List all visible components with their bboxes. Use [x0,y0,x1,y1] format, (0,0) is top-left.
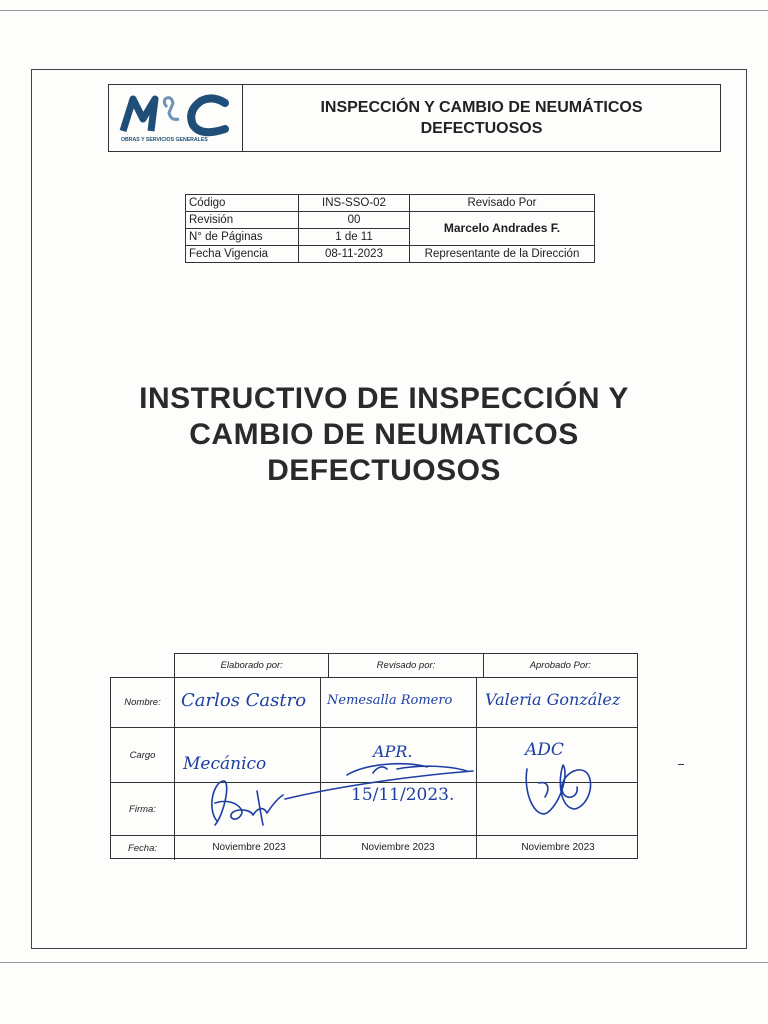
document-title [60,381,708,489]
cargo-label: Cargo [111,728,175,782]
revisado-nombre-handwritten: Nemesalla Romero [327,693,453,708]
firma-label: Firma: [111,783,175,835]
title-line-1: INSTRUCTIVO DE INSPECCIÓN Y [139,382,629,415]
scan-edge-top [0,10,768,11]
revision-value: 00 [299,212,410,229]
elaborado-nombre-handwritten: Carlos Castro [181,690,307,711]
row-firma [111,782,637,835]
revisado-por-label: Revisado Por [410,195,595,212]
document-control-table [185,194,595,263]
title-line-3: DEFECTUOSOS [267,454,501,487]
reviewer-role: Representante de la Dirección [410,246,595,263]
aprobado-nombre-handwritten: Valeria González [485,690,621,709]
revisado-fecha: Noviembre 2023 [361,842,435,853]
row-fecha [111,835,637,860]
aprobado-signature-icon [517,753,599,833]
document-header [108,84,721,152]
fecha-vigencia-label: Fecha Vigencia [186,246,299,263]
revisado-signature-date: 15/11/2023. [351,785,455,805]
aprobado-fecha: Noviembre 2023 [521,842,595,853]
svg-text:OBRAS Y SERVICIOS GENERALES: OBRAS Y SERVICIOS GENERALES [121,137,208,143]
scan-edge-bottom [0,962,768,963]
paginas-label: N° de Páginas [186,229,299,246]
codigo-value: INS-SSO-02 [299,195,410,212]
approval-table [110,653,638,859]
reviewer-name: Marcelo Andrades F. [410,212,595,246]
header-title [243,85,720,151]
col-revisado-por: Revisado por: [329,654,483,677]
elaborado-cargo-handwritten: Mecánico [183,754,267,774]
title-line-2: CAMBIO DE NEUMATICOS [189,418,579,451]
revisado-cargo-handwritten: APR. [373,742,413,761]
company-logo [109,85,243,151]
row-nombre [111,678,637,727]
codigo-label: Código [186,195,299,212]
approval-table-body [110,677,638,859]
mc-logo-icon [117,91,233,143]
col-elaborado-por: Elaborado por: [175,654,329,677]
paginas-value: 1 de 11 [299,229,410,246]
scan-mark [678,764,684,765]
approval-table-header [174,653,638,677]
col-aprobado-por: Aprobado Por: [529,660,591,671]
nombre-label: Nombre: [111,678,175,727]
revision-label: Revisión [186,212,299,229]
header-title-line-2: DEFECTUOSOS [420,120,543,137]
fecha-vigencia-value: 08-11-2023 [299,246,410,263]
aprobado-cargo-handwritten: ADC [525,740,564,760]
header-title-line-1: INSPECCIÓN Y CAMBIO DE NEUMÁTICOS [320,99,643,116]
elaborado-fecha: Noviembre 2023 [212,842,286,853]
fecha-label: Fecha: [111,836,175,860]
